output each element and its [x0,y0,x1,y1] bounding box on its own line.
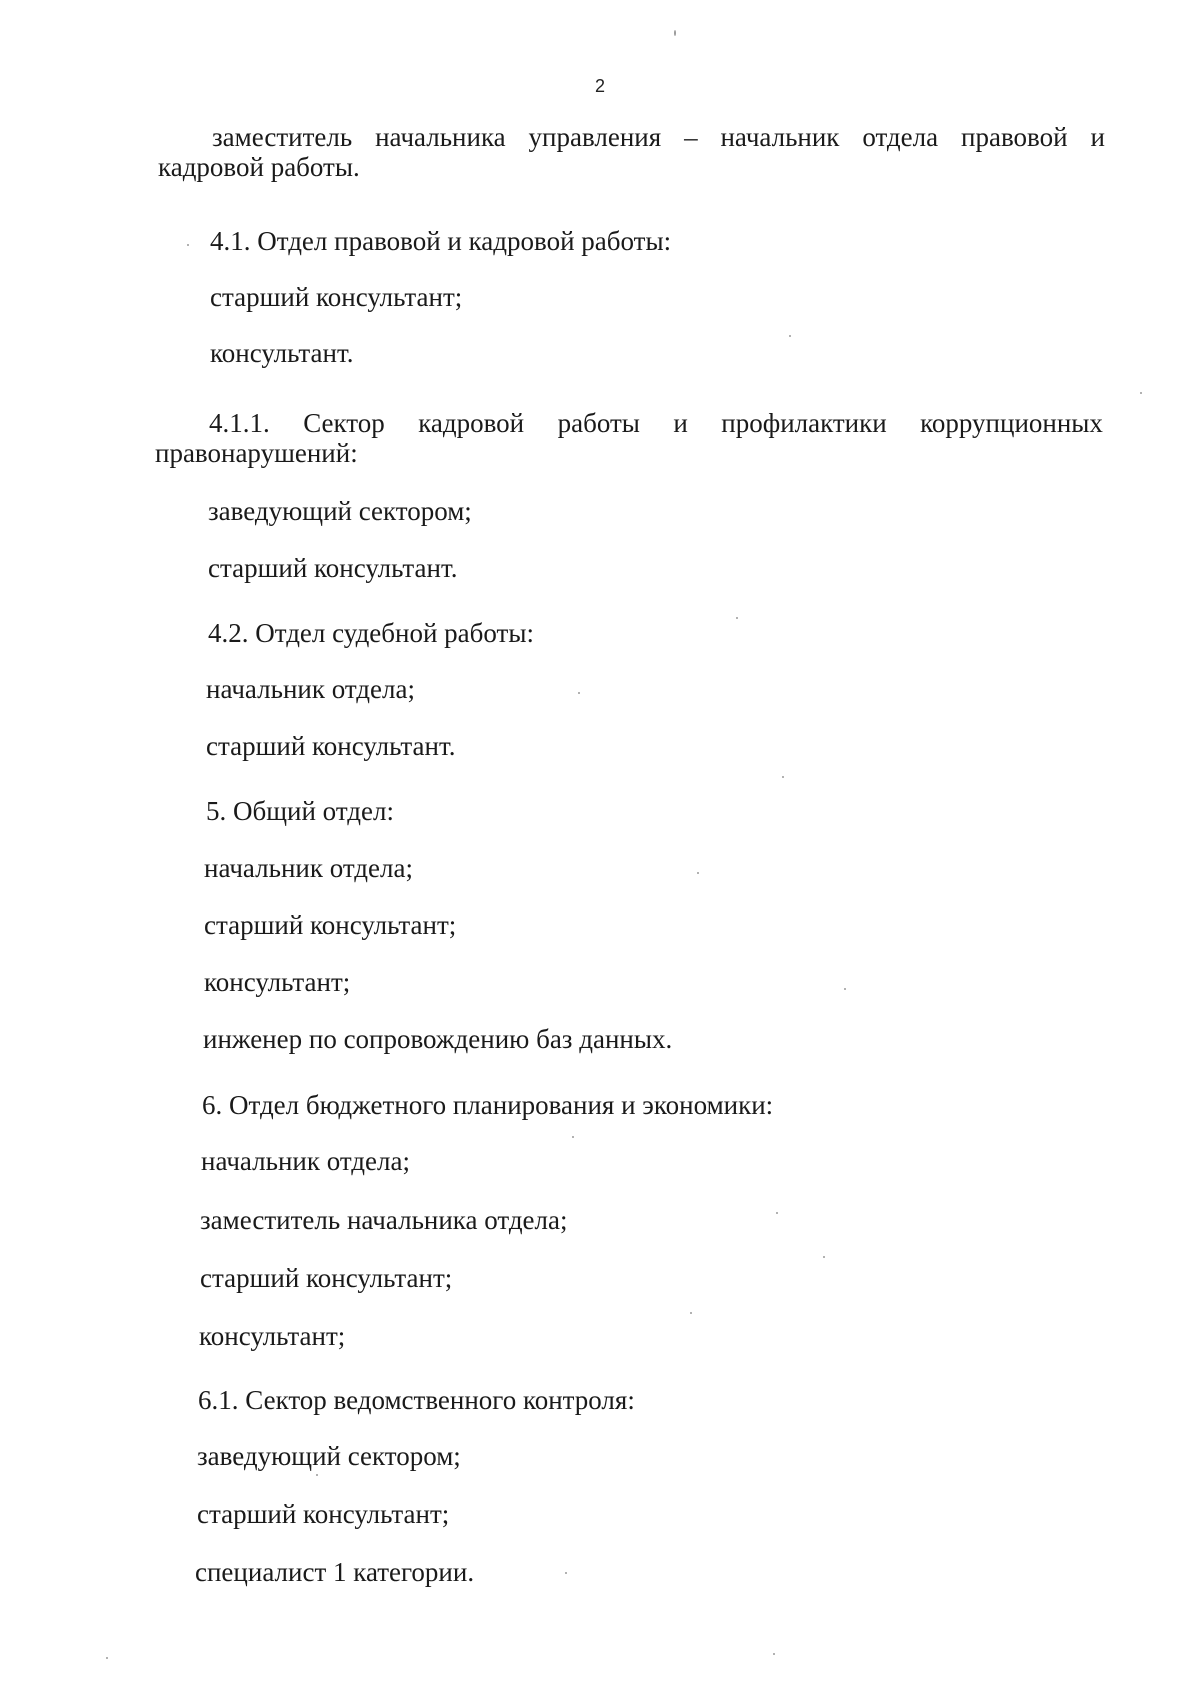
intro-word: отдела [862,122,939,152]
scan-speck [823,1256,825,1258]
list-item: консультант; [199,1321,346,1351]
scan-speck [690,1312,692,1314]
intro-word: управления [528,122,662,152]
list-item: старший консультант. [206,731,456,761]
list-item: старший консультант; [200,1263,453,1293]
section-heading: 5. Общий отдел: [206,796,394,826]
list-item: заместитель начальника отдела; [200,1205,568,1235]
intro-word: правовой [961,122,1068,152]
list-item: начальник отдела; [201,1146,410,1176]
scan-speck [316,1474,318,1476]
section-heading: 6.1. Сектор ведомственного контроля: [198,1385,635,1415]
list-item: инженер по сопровождению баз данных. [203,1024,673,1054]
scan-speck [697,872,699,874]
intro-line-1 [212,122,1105,152]
list-item: старший консультант. [208,553,458,583]
list-item: заведующий сектором; [208,496,472,526]
intro-word: и [1090,122,1105,152]
heading-word: коррупционных [920,408,1103,438]
intro-word: начальник [720,122,840,152]
heading-word: Сектор [303,408,385,438]
scan-speck [776,1212,778,1214]
intro-line-2: кадровой работы. [158,152,360,182]
heading-word: и [673,408,688,438]
scan-speck [789,335,791,337]
list-item: начальник отдела; [204,853,413,883]
list-item: консультант; [204,967,351,997]
section-heading: 4.2. Отдел судебной работы: [208,618,534,648]
list-item: начальник отдела; [206,674,415,704]
page-number: 2 [594,76,605,96]
scan-speck [782,776,784,778]
intro-word: заместитель [212,122,353,152]
scan-speck [572,1136,574,1138]
list-item: старший консультант; [210,282,463,312]
scan-speck [674,30,676,36]
scan-speck [187,244,189,246]
scan-speck [773,1653,775,1655]
heading-line-2: правонарушений: [155,438,358,468]
heading-word: работы [557,408,640,438]
intro-word: – [684,122,698,152]
scan-speck [736,617,738,619]
heading-word: 4.1.1. [209,408,270,438]
list-item: старший консультант; [197,1499,450,1529]
list-item: специалист 1 категории. [195,1557,475,1587]
intro-word: начальника [375,122,506,152]
section-heading: 4.1. Отдел правовой и кадровой работы: [210,226,672,256]
section-heading: 6. Отдел бюджетного планирования и экономики: [202,1090,774,1120]
list-item: консультант. [210,338,354,368]
scan-speck [1140,392,1142,394]
list-item: заведующий сектором; [197,1441,461,1471]
scan-speck [106,1657,108,1659]
section-heading-multiline [155,408,1103,468]
scan-speck [565,1572,567,1574]
scan-speck [578,692,580,694]
heading-word: профилактики [721,408,887,438]
intro-paragraph [158,122,1105,182]
list-item: старший консультант; [204,910,457,940]
heading-line-1 [209,408,1103,438]
scan-speck [844,988,846,990]
heading-word: кадровой [418,408,525,438]
